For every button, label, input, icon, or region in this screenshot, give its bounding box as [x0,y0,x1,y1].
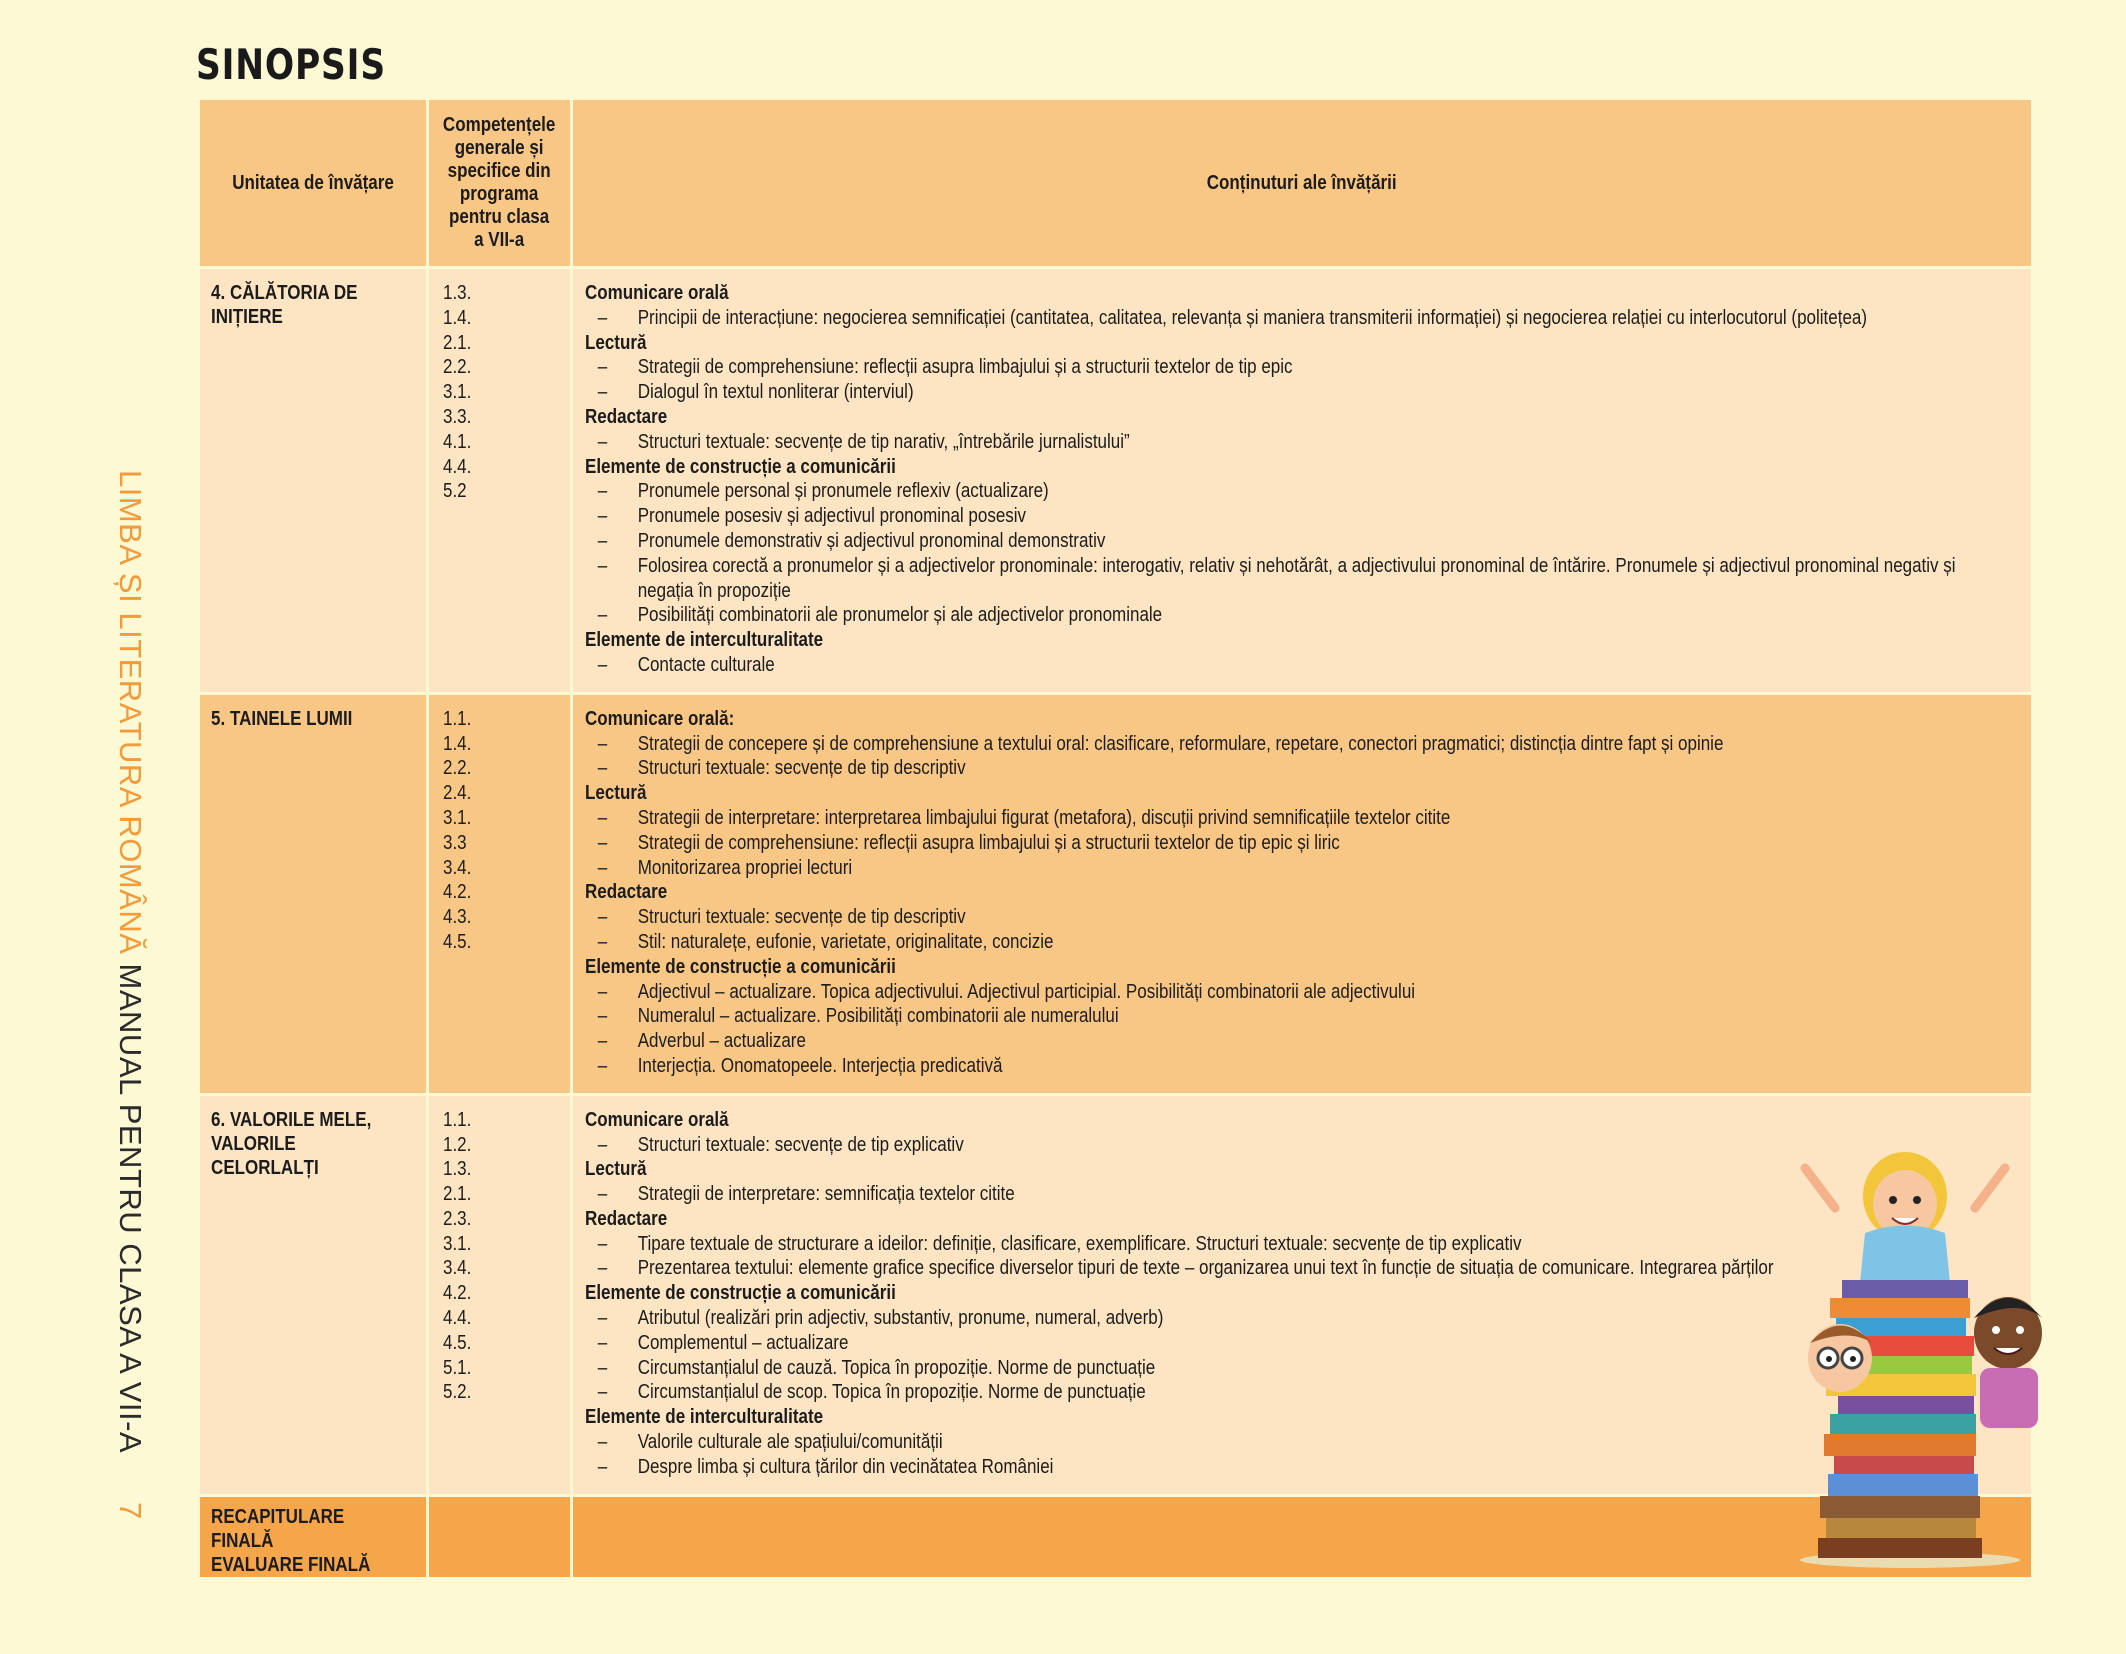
side-title-manual: MANUAL PENTRU CLASA A VII-A [113,963,148,1454]
content-item [585,1306,1988,1331]
content-item-text: Posibilități combinatorii ale pronumelor și ale adjectivelor pronominale [637,604,1163,627]
page-title: SINOPSIS [196,40,386,89]
dash-bullet: – [597,1232,608,1255]
dash-bullet: – [597,529,608,552]
content-item-text: Adverbul – actualizare [637,1030,806,1053]
header-competences [428,99,572,268]
content-item [585,856,1988,881]
content-item-text: Monitorizarea propriei lecturi [637,856,853,879]
content-item-text: Prezentarea textului: elemente grafice specifice diverselor tipuri de texte – organizarea unui text în funcție de situația de comunicare. Integrarea părților [637,1257,1774,1280]
content-item [585,831,1988,856]
section-heading: Lectură [585,331,647,354]
girl-figure [1805,1152,2005,1283]
dash-bullet: – [597,806,608,829]
unit-title: INIȚIERE [211,306,283,328]
competence-code: 2.1. [443,1183,472,1206]
content-item-text: Dialogul în textul nonliterar (interviul) [637,381,914,404]
competence-code: 3.3 [443,831,467,854]
content-item [585,1004,1988,1029]
competences-cell [428,693,572,1094]
section-heading: Comunicare orală [585,1108,729,1131]
content-item-text: Structuri textuale: secvențe de tip descriptiv [637,757,966,780]
section-heading: Lectură [585,1158,647,1181]
final-unit-title: EVALUARE FINALĂ [211,1553,371,1576]
dash-bullet: – [597,381,608,404]
competence-code: 1.4. [443,306,472,329]
competence-code: 5.2 [443,480,467,503]
competence-code: 3.1. [443,381,472,404]
content-item [585,380,1988,405]
competence-code: 1.4. [443,732,472,755]
section-heading: Lectură [585,782,647,805]
unit-title: 4. CĂLĂTORIA DE [211,282,358,304]
dash-bullet: – [597,554,608,577]
competence-code: 1.3. [443,282,472,304]
side-title-subject: LIMBA ȘI LITERATURA ROMÂNĂ [113,470,148,955]
content-item [585,1133,1988,1158]
header-competences-label: Competențele generale și specifice din programa pentru clasa a VII-a [443,114,556,251]
content-item [585,930,1988,955]
content-item [585,529,1988,554]
competence-code: 1.2. [443,1133,472,1156]
content-item [585,1455,1988,1480]
content-item-text: Pronumele demonstrativ și adjectivul pronominal demonstrativ [637,529,1106,552]
content-item [585,504,1988,529]
header-contents: Conținuturi ale învățării [572,99,2033,268]
content-item [585,905,1988,930]
dash-bullet: – [597,757,608,780]
dash-bullet: – [597,1356,608,1379]
section-heading: Comunicare orală: [585,707,735,730]
content-item-text: Folosirea corectă a pronumelor și a adjectivelor pronominale: interogativ, relativ și nehotărât, a adjectivului pronominal de întărire. Pronumele și adjectivul pronominal negativ și negația în propoziție [637,554,1956,602]
competence-code: 2.2. [443,356,472,379]
final-unit-title: RECAPITULARE FINALĂ [211,1505,345,1552]
dash-bullet: – [597,1331,608,1354]
competence-code: 2.4. [443,782,472,805]
content-item-text: Principii de interacțiune: negocierea semnificației (cantitatea, calitatea, relevanța și maniera transmiterii informației) și negocierea relației cu interlocutorul (politețea) [637,306,1868,329]
content-item-text: Structuri textuale: secvențe de tip descriptiv [637,906,966,929]
competence-code: 2.1. [443,331,472,354]
content-item [585,479,1988,504]
dash-bullet: – [597,831,608,854]
competence-code: 3.1. [443,1232,472,1255]
content-item-text: Strategii de comprehensiune: reflecții asupra limbajului și a structurii textelor de tip epic [637,356,1293,379]
dash-bullet: – [597,1431,608,1454]
dash-bullet: – [597,1183,608,1206]
content-item-text: Pronumele personal și pronumele reflexiv (actualizare) [637,480,1049,503]
content-item-text: Circumstanțialul de cauză. Topica în propoziție. Norme de punctuație [637,1356,1156,1379]
content-item [585,1182,1988,1207]
dash-bullet: – [597,306,608,329]
final-unit-cell [199,1495,428,1578]
contents-cell [572,268,2033,694]
section-heading: Elemente de interculturalitate [585,1406,824,1429]
content-item-text: Valorile culturale ale spațiului/comunității [637,1431,943,1454]
dash-bullet: – [597,732,608,755]
competence-code: 4.5. [443,1331,472,1354]
competence-code: 3.4. [443,856,472,879]
section-heading: Elemente de construcție a comunicării [585,1282,896,1305]
content-item-text: Interjecția. Onomatopeele. Interjecția predicativă [637,1054,1003,1077]
boy-with-glasses-figure [1808,1324,1872,1392]
contents-cell [572,693,2033,1094]
unit-title: 6. VALORILE MELE, [211,1108,372,1131]
content-item-text: Circumstanțialul de scop. Topica în propoziție. Norme de punctuație [637,1381,1146,1404]
header-unit: Unitatea de învățare [199,99,428,268]
content-item-text: Complementul – actualizare [637,1331,849,1354]
dash-bullet: – [597,1030,608,1053]
competence-code: 4.2. [443,1282,472,1305]
page-number: 7 [113,1502,148,1520]
content-item-text: Strategii de interpretare: semnificația textelor citite [637,1183,1015,1206]
dash-bullet: – [597,356,608,379]
dash-bullet: – [597,980,608,1003]
content-item [585,653,1988,678]
dash-bullet: – [597,604,608,627]
unit-cell [199,1094,428,1495]
content-item-text: Numeralul – actualizare. Posibilități combinatorii ale numeralului [637,1005,1119,1028]
competence-code: 3.4. [443,1257,472,1280]
content-item [585,430,1988,455]
final-competences-cell [428,1495,572,1578]
content-item [585,1380,1988,1405]
dash-bullet: – [597,1054,608,1077]
content-item-text: Strategii de concepere și de comprehensiune a textului oral: clasificare, reformulare, repetare, conectori pragmatici; distincția dintre fapt și opinie [637,732,1724,755]
content-item-text: Atributul (realizări prin adjectiv, substantiv, pronume, numeral, adverb) [637,1307,1164,1330]
dash-bullet: – [597,430,608,453]
content-item [585,1054,1988,1079]
content-item [585,554,1988,604]
dash-bullet: – [597,1257,608,1280]
section-heading: Comunicare orală [585,282,729,304]
section-heading: Elemente de construcție a comunicării [585,955,896,978]
section-heading: Redactare [585,405,668,428]
table-row [199,693,2033,1094]
competence-code: 4.5. [443,930,472,953]
competence-code: 4.4. [443,455,472,478]
final-row [199,1495,2033,1578]
competence-code: 3.1. [443,806,472,829]
competence-code: 1.1. [443,1108,472,1131]
content-item [585,1331,1988,1356]
dash-bullet: – [597,505,608,528]
unit-cell [199,693,428,1094]
unit-cell [199,268,428,694]
competence-code: 4.3. [443,906,472,929]
content-item [585,756,1988,781]
section-heading: Elemente de construcție a comunicării [585,455,896,478]
content-item [585,806,1988,831]
content-item-text: Tipare textuale de structurare a ideilor: definiție, clasificare, exemplificare. Structuri textuale: secvențe de tip explicativ [637,1232,1522,1255]
unit-title: VALORILE CELORLALȚI [211,1132,319,1179]
content-item-text: Pronumele posesiv și adjectivul pronominal posesiv [637,505,1027,528]
content-item-text: Structuri textuale: secvențe de tip explicativ [637,1133,964,1156]
table-row [199,268,2033,694]
competence-code: 4.1. [443,430,472,453]
content-item [585,306,1988,331]
content-item-text: Structuri textuale: secvențe de tip narativ, „întrebările jurnalistului” [637,430,1130,453]
competence-code: 2.2. [443,757,472,780]
synopsis-table [197,97,2034,1580]
section-heading: Redactare [585,1207,668,1230]
content-item [585,355,1988,380]
content-item [585,732,1988,757]
competence-code: 4.4. [443,1307,472,1330]
section-heading: Redactare [585,881,668,904]
dash-bullet: – [597,1133,608,1156]
competence-code: 4.2. [443,881,472,904]
dash-bullet: – [597,1307,608,1330]
competence-code: 1.1. [443,707,472,730]
unit-title: 5. TAINELE LUMII [211,707,353,730]
dash-bullet: – [597,856,608,879]
content-item [585,1029,1988,1054]
content-item [585,1256,1988,1281]
competence-code: 5.1. [443,1356,472,1379]
competence-code: 5.2. [443,1381,472,1404]
content-item [585,1430,1988,1455]
content-item [585,980,1988,1005]
content-item [585,1232,1988,1257]
competence-code: 3.3. [443,405,472,428]
content-item [585,603,1988,628]
content-item-text: Stil: naturalețe, eufonie, varietate, originalitate, concizie [637,930,1054,953]
table-row [199,1094,2033,1495]
dash-bullet: – [597,1381,608,1404]
children-with-books-illustration [1790,1148,2060,1570]
content-item [585,1356,1988,1381]
competence-code: 2.3. [443,1207,472,1230]
competences-cell [428,268,572,694]
dash-bullet: – [597,930,608,953]
competences-cell [428,1094,572,1495]
content-item-text: Strategii de comprehensiune: reflecții asupra limbajului și a structurii textelor de tip epic și liric [637,831,1340,854]
dash-bullet: – [597,1455,608,1478]
dash-bullet: – [597,906,608,929]
content-item-text: Adjectivul – actualizare. Topica adjectivului. Adjectivul participial. Posibilități combinatorii ale adjectivului [637,980,1416,1003]
content-item-text: Strategii de interpretare: interpretarea limbajului figurat (metafora), discuții privind semnificațiile textelor citite [637,806,1451,829]
content-item-text: Despre limba și cultura țărilor din vecinătatea României [637,1455,1054,1478]
section-heading: Elemente de interculturalitate [585,629,824,652]
side-running-title [112,470,148,1520]
content-item-text: Contacte culturale [637,653,775,676]
boy-dark-figure [1974,1297,2042,1428]
book-stack [1818,1280,1982,1558]
dash-bullet: – [597,1005,608,1028]
dash-bullet: – [597,653,608,676]
competence-code: 1.3. [443,1158,472,1181]
dash-bullet: – [597,480,608,503]
